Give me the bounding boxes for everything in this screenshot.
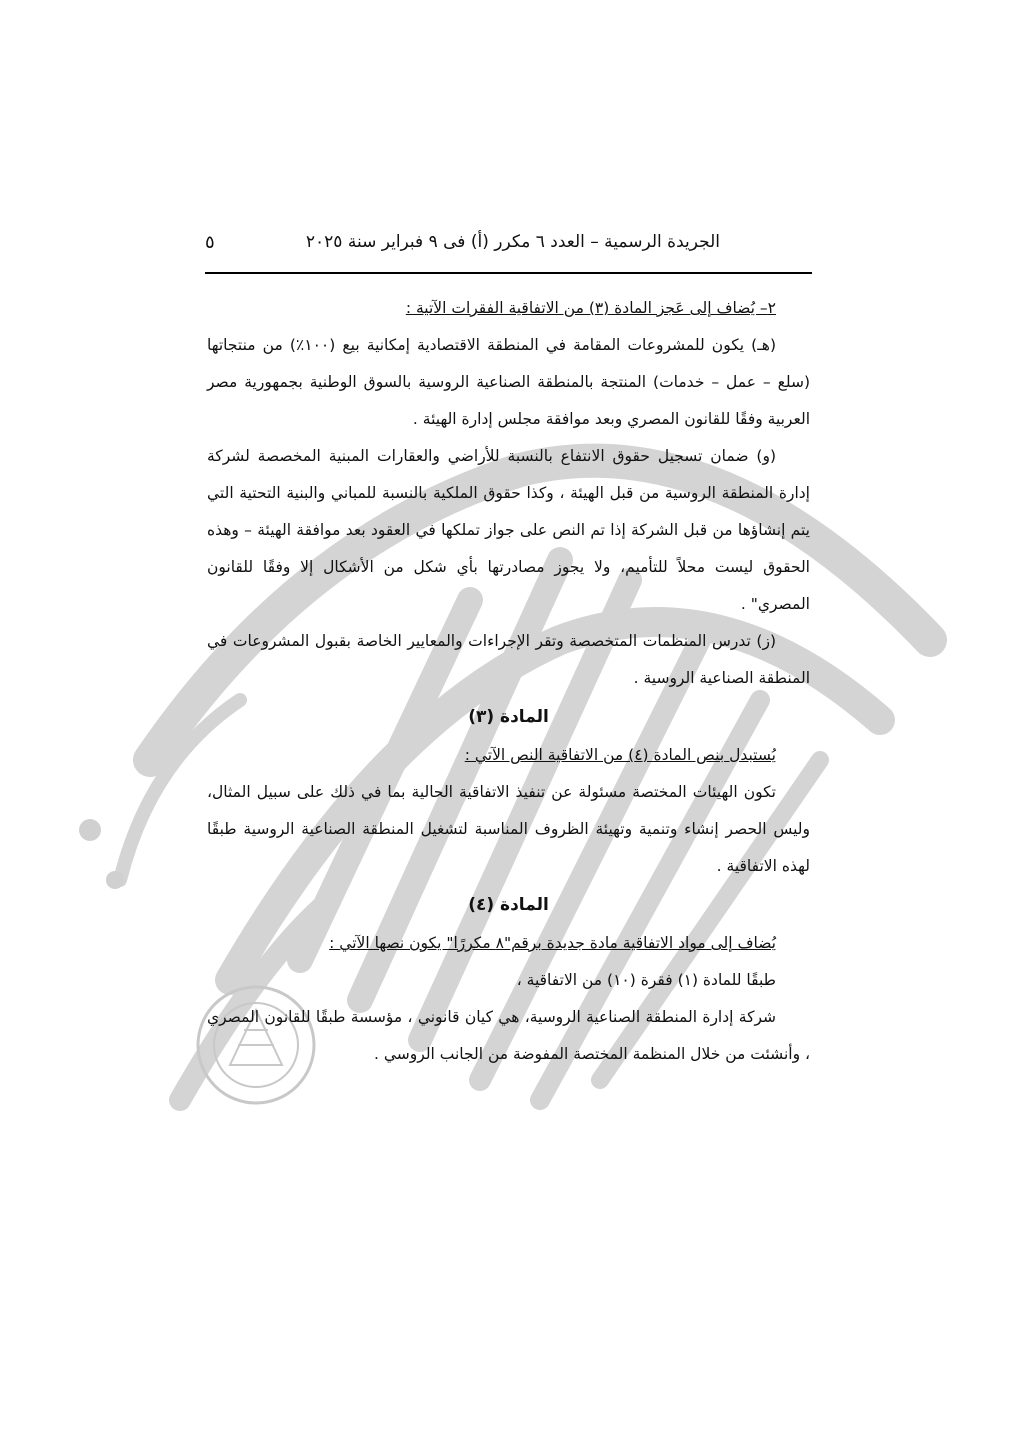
article-4-heading: المادة (٤) (468, 895, 549, 915)
article-4-line1: طبقًا للمادة (١) فقرة (١٠) من الاتفاقية ، (516, 971, 776, 989)
amendment-intro: ٢– يُضاف إلى عَجز المادة (٣) من الاتفاقية الفقرات الآتية : (405, 299, 776, 317)
article-3-intro: يُستبدل بنص المادة (٤) من الاتفاقية النص الآتي : (464, 746, 776, 764)
paragraph-z: (ز) تدرس المنظمات المتخصصة وتقر الإجراءات والمعايير الخاصة بقبول المشروعات في المنطقة الصناعية الروسية . (207, 632, 810, 687)
article-3-heading: المادة (٣) (468, 707, 549, 727)
paragraph-w: (و) ضمان تسجيل حقوق الانتفاع بالنسبة للأراضي والعقارات المبنية المخصصة لشركة إدارة المنطقة الروسية من قبل الهيئة ، وكذا حقوق الملكية بالنسبة للمباني والبنية التحتية التي يتم إنشاؤها من قبل الشركة إذا تم النص على جواز تملكها في العقود بعد موافقة الهيئة – وهذه الحقوق ليست محلاً للتأميم، ولا يجوز مصادرتها بأي شكل من الأشكال إلا وفقًا للقانون المصري" . (207, 447, 810, 613)
header-divider (205, 272, 812, 274)
article-3-text: تكون الهيئات المختصة مسئولة عن تنفيذ الاتفاقية الحالية بما في ذلك على سبيل المثال، وليس الحصر إنشاء وتنمية وتهيئة الظروف المناسبة لتشغيل المنطقة الصناعية الروسية طبقًا لهذه الاتفاقية . (207, 783, 810, 875)
gazette-title: الجريدة الرسمية – العدد ٦ مكرر (أ) فى ٩ فبراير سنة ٢٠٢٥ (305, 232, 720, 252)
document-body (207, 290, 810, 1073)
article-4-text: شركة إدارة المنطقة الصناعية الروسية، هي كيان قانوني ، مؤسسة طبقًا للقانون المصري ، وأنشئت من خلال المنظمة المختصة المفوضة من الجانب الروسي . (207, 1008, 810, 1063)
paragraph-h: (هـ) يكون للمشروعات المقامة في المنطقة الاقتصادية إمكانية بيع (١٠٠٪) من منتجاتها (سلع – عمل – خدمات) المنتجة بالمنطقة الصناعية الروسية بالسوق الوطنية بجمهورية مصر العربية وفقًا للقانون المصري وبعد موافقة مجلس إدارة الهيئة . (207, 336, 810, 428)
page-number: ٥ (205, 232, 215, 253)
article-4-intro: يُضاف إلى مواد الاتفاقية مادة جديدة برقم"٨ مكررًا" يكون نصها الآتي : (329, 934, 776, 952)
page-header (205, 232, 810, 262)
